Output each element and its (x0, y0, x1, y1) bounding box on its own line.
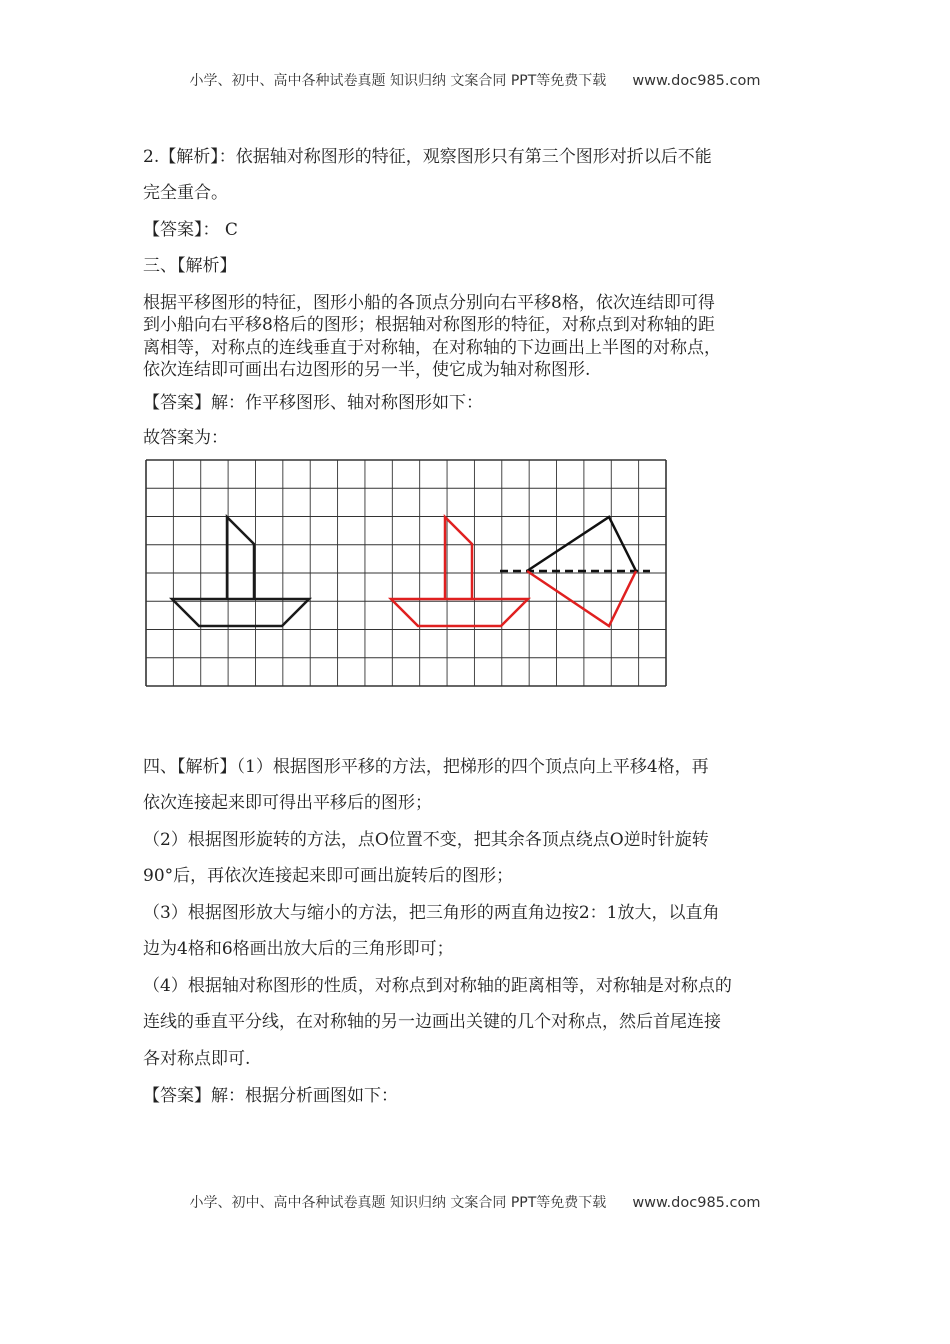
sec3-analysis-l1: 根据平移图形的特征，图形小船的各顶点分别向右平移8格，依次连结即可得 (143, 293, 715, 313)
sec3-answer: 【答案】解：作平移图形、轴对称图形如下： (143, 393, 483, 413)
sec3-heading: 三、【解析】 (143, 256, 237, 276)
sec4-line8: 连线的垂直平分线，在对称轴的另一边画出关键的几个对称点，然后首尾连接 (143, 1012, 721, 1032)
footer-site[interactable]: www.doc985.com (632, 1195, 761, 1211)
original-hull (172, 599, 309, 626)
symmetric-lower-half (527, 571, 636, 626)
answer-figure (145, 459, 667, 687)
sec4-line1: 四、【解析】（1）根据图形平移的方法，把梯形的四个顶点向上平移4格，再 (143, 757, 709, 777)
grid (146, 460, 666, 686)
header-site[interactable]: www.doc985.com (632, 73, 761, 89)
sec3-analysis-l2: 到小船向右平移8格后的图形；根据轴对称图形的特征，对称点到对称轴的距 (143, 315, 715, 335)
sec4-answer: 【答案】解：根据分析画图如下： (143, 1086, 398, 1106)
symmetric-upper-half (527, 517, 636, 571)
translated-sail (445, 517, 472, 599)
sec3-analysis-l3: 离相等，对称点的连线垂直于对称轴，在对称轴的下边画出上半图的对称点， (143, 338, 721, 358)
sec4-line7: （4）根据轴对称图形的性质，对称点到对称轴的距离相等，对称轴是对称点的 (143, 976, 732, 996)
sec2-analysis-line1: 2.【解析】：依据轴对称图形的特征，观察图形只有第三个图形对折以后不能 (143, 147, 712, 167)
footer-text: 小学、初中、高中各种试卷真题 知识归纳 文案合同 PPT等免费下载 (189, 1195, 607, 1211)
header-text: 小学、初中、高中各种试卷真题 知识归纳 文案合同 PPT等免费下载 (189, 73, 607, 89)
sec4-line4: 90°后，再依次连接起来即可画出旋转后的图形； (143, 866, 514, 886)
page-footer (0, 1192, 950, 1212)
original-sail (227, 517, 254, 599)
sec2-answer: 【答案】： C (143, 220, 238, 240)
sec3-conclusion: 故答案为： (143, 428, 228, 448)
sec4-line3: （2）根据图形旋转的方法，点O位置不变，把其余各顶点绕点O逆时针旋转 (143, 830, 709, 850)
sec4-line5: （3）根据图形放大与缩小的方法，把三角形的两直角边按2：1放大，以直角 (143, 903, 720, 923)
sec4-line9: 各对称点即可. (143, 1049, 251, 1069)
sec4-line2: 依次连接起来即可得出平移后的图形； (143, 793, 432, 813)
sec4-line6: 边为4格和6格画出放大后的三角形即可； (143, 939, 454, 959)
translated-hull (391, 599, 528, 626)
sec3-analysis-l4: 依次连结即可画出右边图形的另一半，使它成为轴对称图形. (143, 360, 591, 380)
sec2-analysis-line2: 完全重合。 (143, 183, 228, 203)
page-header (0, 70, 950, 90)
